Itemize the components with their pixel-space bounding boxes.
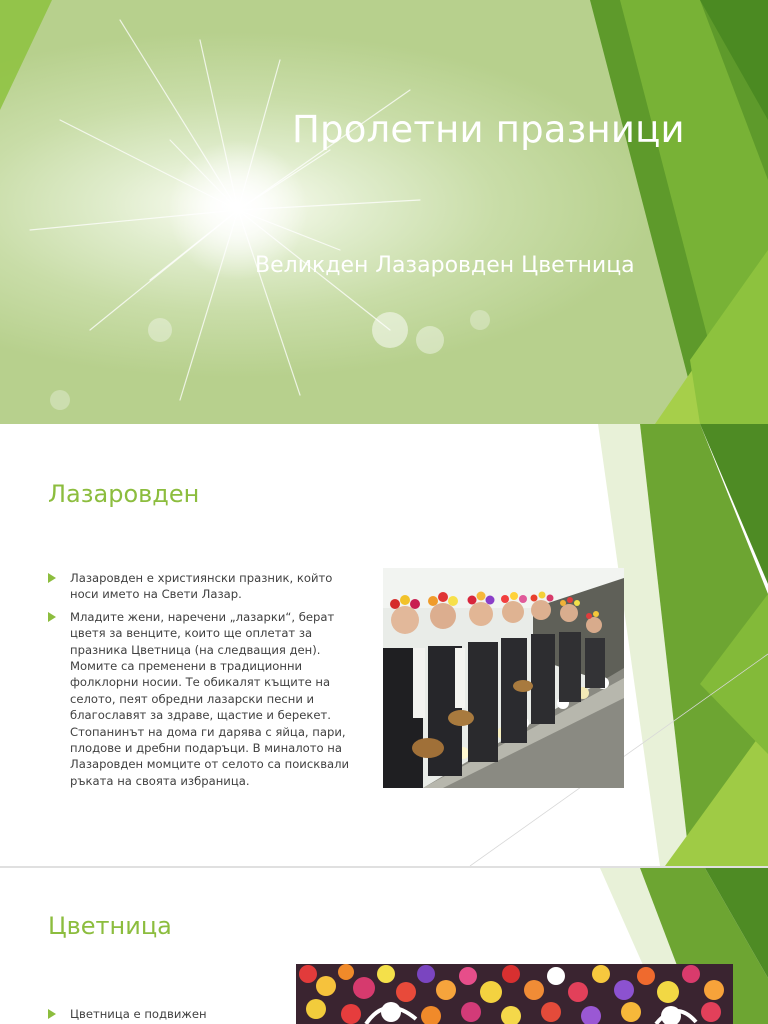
list-item (48, 570, 358, 603)
list-item (48, 1006, 278, 1022)
bullet-arrow-icon (48, 1009, 56, 1019)
title-slide[interactable] (0, 0, 768, 424)
slide-heading: Лазаровден (48, 480, 200, 508)
bullet-list (48, 570, 358, 795)
slide-heading: Цветница (48, 912, 172, 940)
bullet-text: Лазаровден е християнски празник, който носи името на Свети Лазар. (70, 571, 333, 602)
presentation-title: Пролетни празници (292, 108, 685, 151)
flowers-photo (296, 964, 733, 1024)
slide-tsvetnitsa[interactable] (0, 866, 768, 1024)
presentation-subtitle: Великден Лазаровден Цветница (255, 253, 635, 278)
decorative-green-shapes (0, 0, 768, 424)
list-item (48, 609, 358, 789)
bullet-arrow-icon (48, 612, 56, 622)
bullet-text: Цветница е подвижен (70, 1007, 207, 1021)
bullet-text: Младите жени, наречени „лазарки“, берат цветя за венците, които ще оплетат за празника Цветница (на следващия ден). Момите са пременени в традиционни фолклорни носии. Те обикалят къщите на селото, пеят обредни лазарски песни и благославят за здраве, щастие и берекет. Стопанинът на дома ги дарява с яйца, пари, плодове и дребни подаръци. В миналото на Лазаровден момците от селото са поисквали ръката на своята избраница. (70, 609, 350, 788)
slide-lazarovden[interactable] (0, 424, 768, 866)
bullet-list (48, 1006, 278, 1024)
bullet-arrow-icon (48, 573, 56, 583)
lazarki-photo (383, 568, 624, 788)
